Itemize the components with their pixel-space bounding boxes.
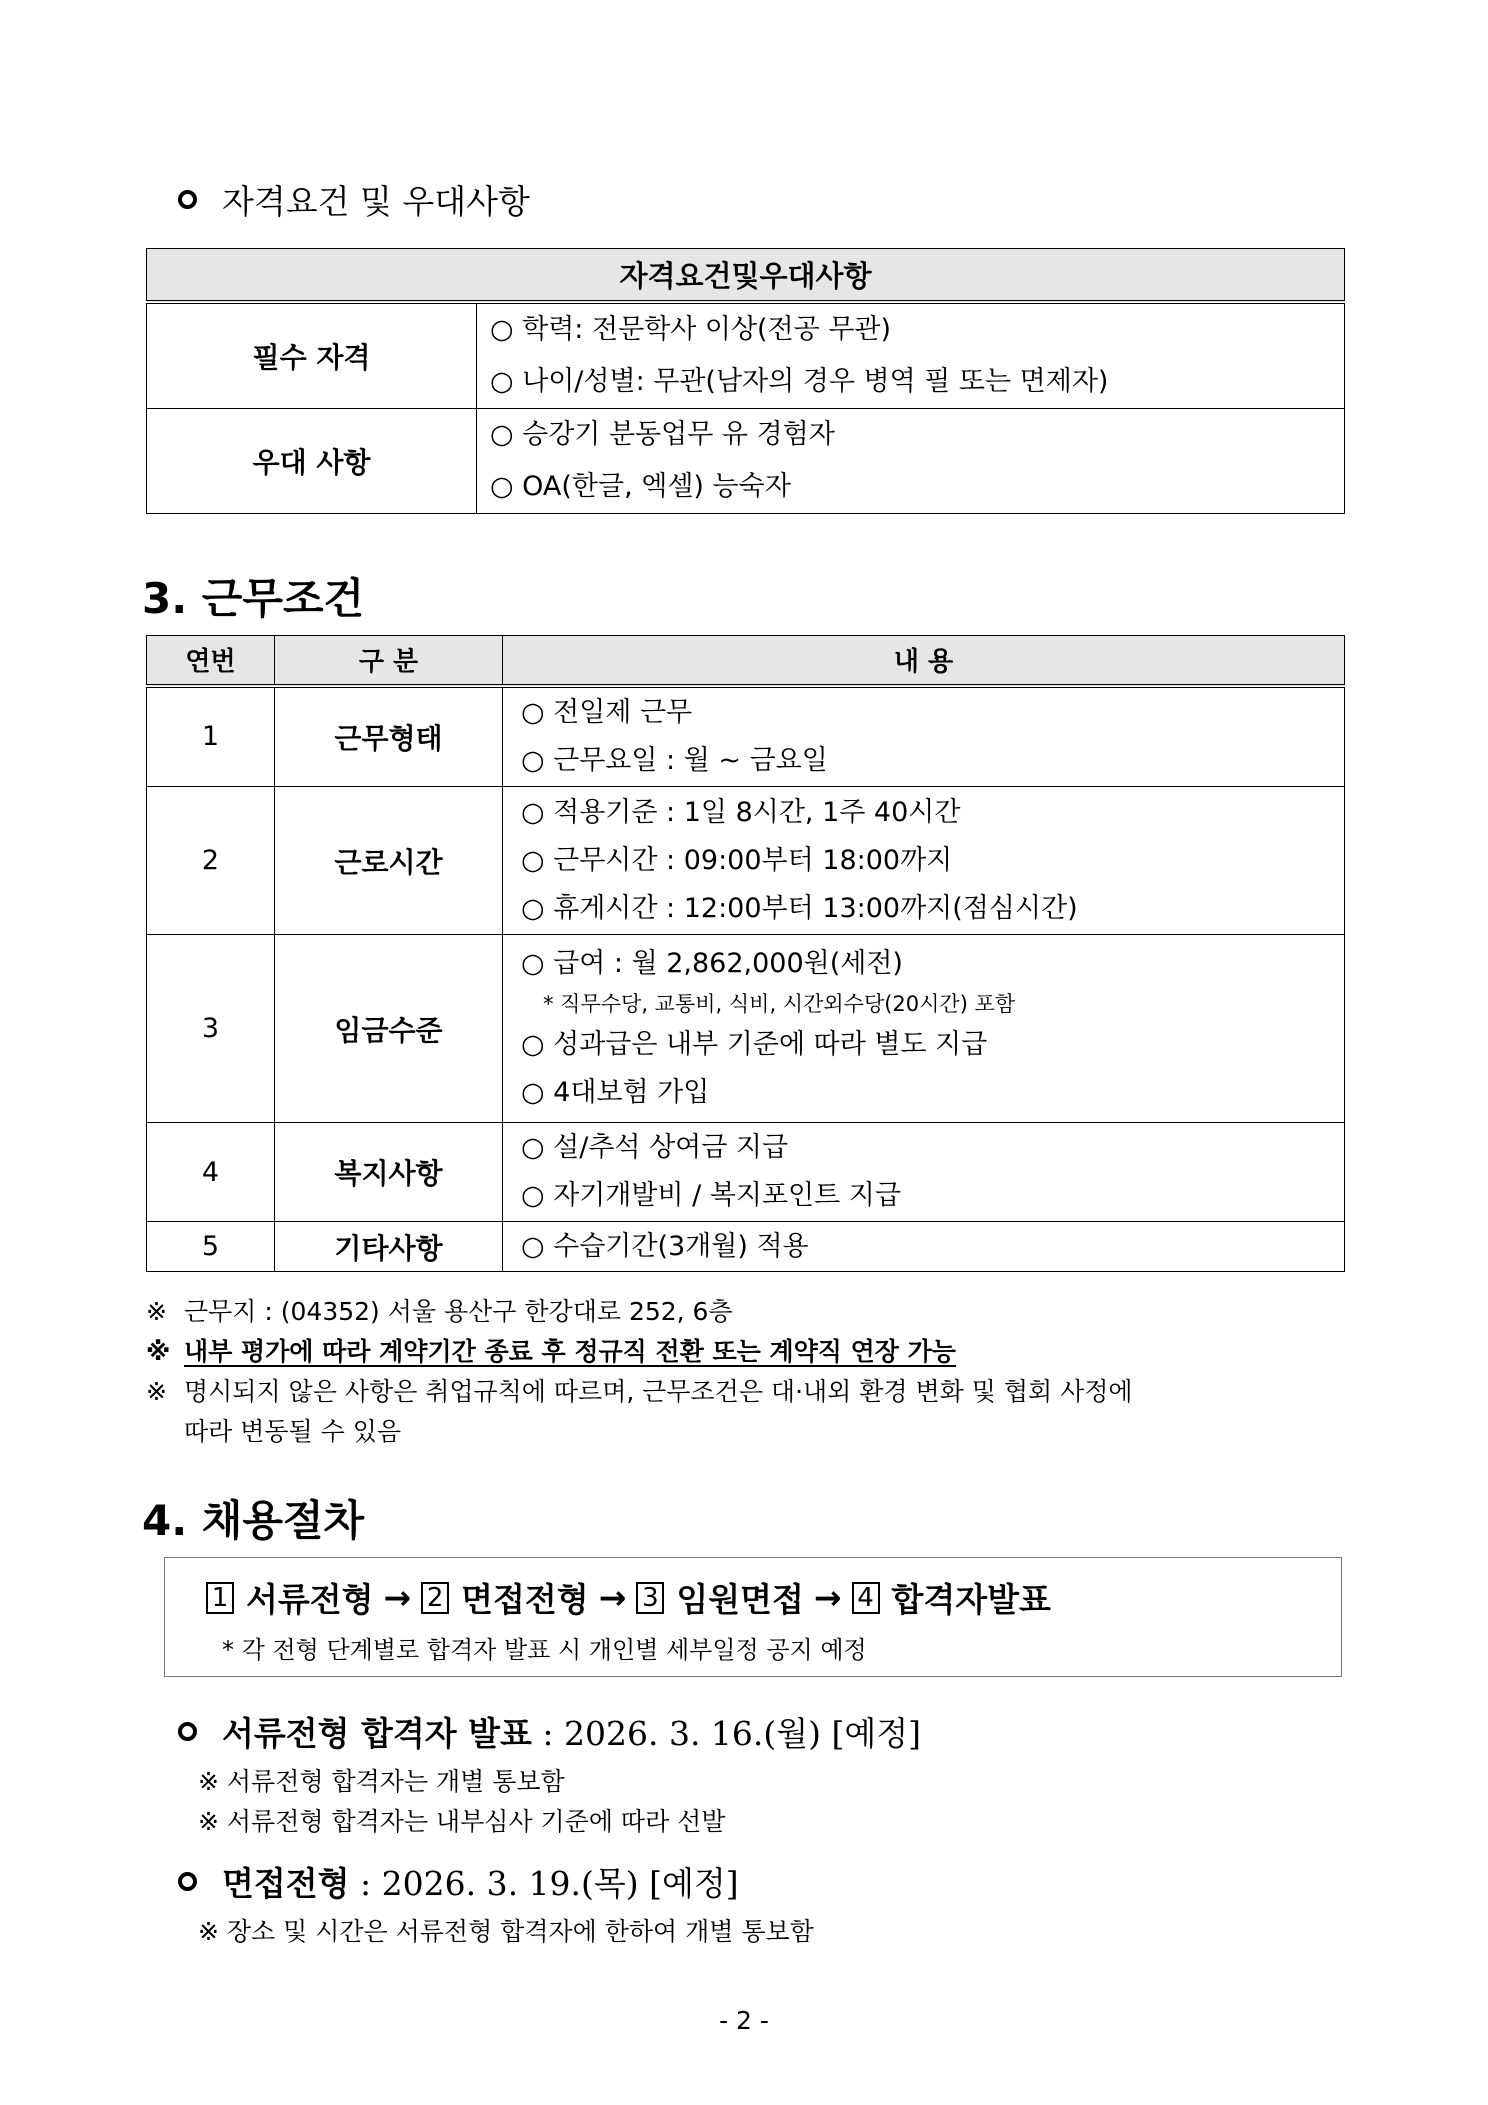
interview-note: ※ 장소 및 시간은 서류전형 합격자에 한하여 개별 통보함 xyxy=(198,1917,814,1946)
column-header-category: 구 분 xyxy=(275,636,503,686)
document-result-note: ※ 서류전형 합격자는 개별 통보함 xyxy=(198,1767,565,1796)
step-label: 합격자발표 xyxy=(891,1580,1051,1619)
step-label: 서류전형 xyxy=(246,1580,374,1619)
table-row: 1 근무형태 ○ 전일제 근무 ○ 근무요일 : 월 ~ 금요일 xyxy=(147,686,1345,787)
arrow-right-icon: → xyxy=(813,1578,842,1617)
preferred-qualification-label: 우대 사항 xyxy=(147,408,477,513)
circle-bullet-icon xyxy=(178,1872,197,1891)
step-label: 면접전형 xyxy=(461,1580,589,1619)
qualification-table xyxy=(146,248,1345,514)
work-location-note: ※ 근무지 : (04352) 서울 용산구 한강대로 252, 6층 xyxy=(146,1297,733,1326)
required-qualification-content: ○ 학력: 전문학사 이상(전공 무관) ○ 나이/성별: 무관(남자의 경우 병역 필 또는 면제자) xyxy=(477,302,1345,409)
step-number-box: 1 xyxy=(206,1582,234,1614)
page-number: - 2 - xyxy=(719,2006,769,2035)
hiring-process-steps xyxy=(206,1574,1051,1621)
circle-bullet-icon xyxy=(178,1722,197,1741)
step-number-box: 4 xyxy=(852,1582,880,1614)
circle-bullet-icon xyxy=(178,190,197,209)
document-result-note: ※ 서류전형 합격자는 내부심사 기준에 따라 선발 xyxy=(198,1807,726,1836)
unspecified-terms-note: ※ 명시되지 않은 사항은 취업규칙에 따르며, 근무조건은 대·내외 환경 변화 및 협회 사정에 xyxy=(146,1377,1133,1406)
column-header-number: 연번 xyxy=(147,636,275,686)
arrow-right-icon: → xyxy=(598,1578,627,1617)
step-number-box: 3 xyxy=(636,1582,664,1614)
document-result-line: 서류전형 합격자 발표 : 2026. 3. 16.(월) [예정] xyxy=(178,1708,921,1755)
column-header-content: 내 용 xyxy=(503,636,1345,686)
hiring-process-note: * 각 전형 단계별로 합격자 발표 시 개인별 세부일정 공지 예정 xyxy=(222,1636,867,1664)
interview-line: 면접전형 : 2026. 3. 19.(목) [예정] xyxy=(178,1858,739,1905)
qualification-section-title: 자격요건 및 우대사항 xyxy=(178,176,530,223)
step-label: 임원면접 xyxy=(676,1580,804,1619)
qualification-table-header: 자격요건및우대사항 xyxy=(147,249,1345,302)
work-conditions-table xyxy=(146,635,1345,1272)
wage-footnote: * 직무수당, 교통비, 식비, 시간외수당(20시간) 포함 xyxy=(543,991,1016,1016)
table-row: 5 기타사항 ○ 수습기간(3개월) 적용 xyxy=(147,1222,1345,1272)
contract-conversion-note: ※ 내부 평가에 따라 계약기간 종료 후 정규직 전환 또는 계약직 연장 가능 xyxy=(146,1337,956,1366)
table-row: 2 근로시간 ○ 적용기준 : 1일 8시간, 1주 40시간 ○ 근무시간 : 09:00부터 18:00까지 ○ 휴게시간 : 12:00부터 13:00까지(점심시간) xyxy=(147,787,1345,935)
preferred-qualification-content: ○ 승강기 분동업무 유 경험자 ○ OA(한글, 엑셀) 능숙자 xyxy=(477,408,1345,513)
required-qualification-label: 필수 자격 xyxy=(147,302,477,409)
table-row: 4 복지사항 ○ 설/추석 상여금 지급 ○ 자기개발비 / 복지포인트 지급 xyxy=(147,1123,1345,1222)
arrow-right-icon: → xyxy=(383,1578,412,1617)
hiring-process-heading: 4. 채용절차 xyxy=(142,1496,365,1545)
unspecified-terms-note-continued: 따라 변동될 수 있음 xyxy=(184,1417,402,1446)
table-row: 3 임금수준 ○ 급여 : 월 2,862,000원(세전) * 직무수당, 교통비, 식비, 시간외수당(20시간) 포함 ○ 성과급은 내부 기준에 따라 별도 지급 ○ 4대보험 가입 xyxy=(147,935,1345,1123)
step-number-box: 2 xyxy=(421,1582,449,1614)
work-conditions-heading: 3. 근무조건 xyxy=(142,574,365,623)
